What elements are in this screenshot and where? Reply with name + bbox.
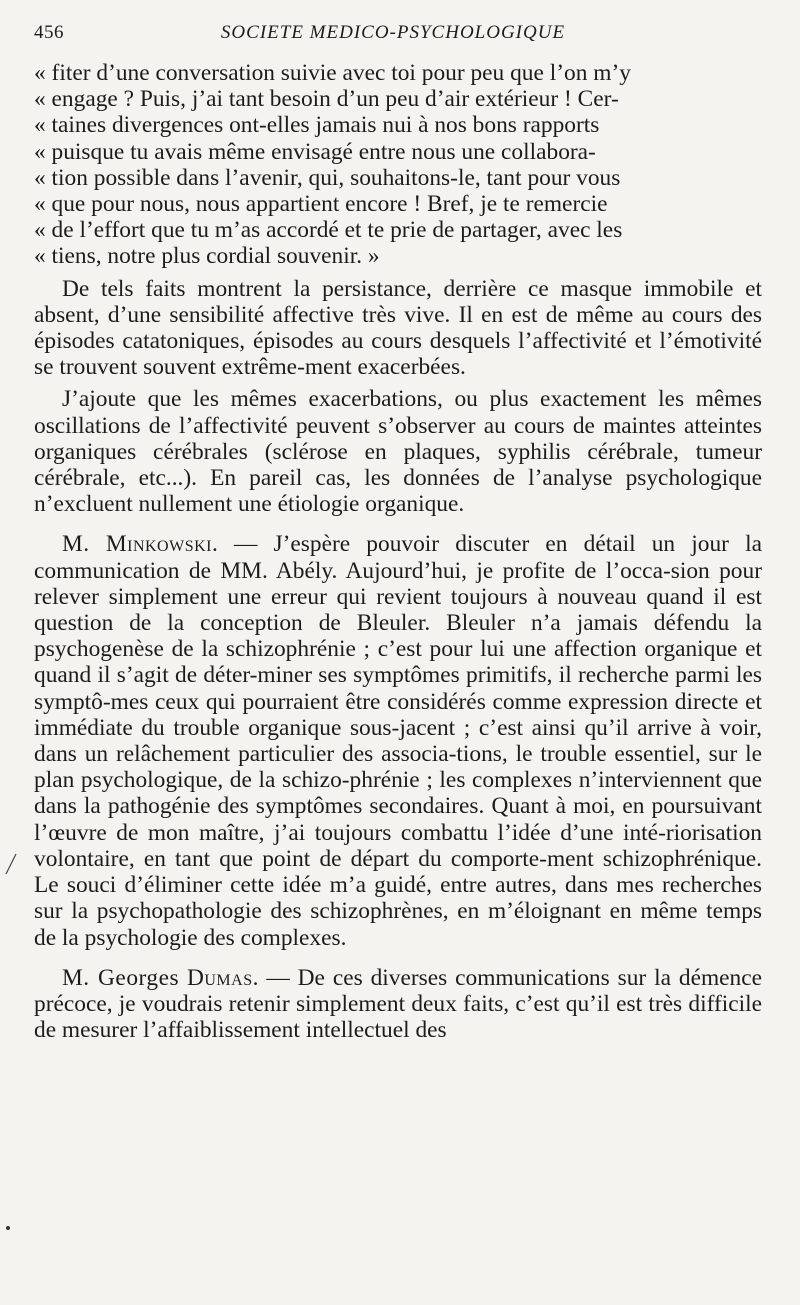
quote-line: « que pour nous, nous appartient encore ! Bref, je te remercie bbox=[34, 191, 608, 218]
speaker-dash: . — bbox=[252, 964, 290, 991]
paragraph-exacerbations: J’ajoute que les mêmes exacerbations, ou plus exactement les mêmes oscillations de l’affectivité peuvent s’observer au cours de maintes atteintes organiques cérébrales (sclérose en plaques, syphilis cérébrale, tumeur cérébrale, etc...). En pareil cas, les données de l’analyse psychologique n’excluent nullement une étiologie organique. bbox=[34, 386, 762, 518]
minkowski-intervention bbox=[34, 531, 762, 950]
speaker-title: M. Georges bbox=[62, 964, 180, 991]
margin-dot-mark bbox=[6, 1226, 10, 1230]
letter-quote bbox=[34, 60, 762, 270]
quote-line: « de l’effort que tu m’as accordé et te prie de partager, avec les bbox=[34, 217, 623, 244]
page-number: 456 bbox=[34, 22, 64, 43]
speaker-title: M. bbox=[62, 531, 90, 558]
quote-line: « engage ? Puis, j’ai tant besoin d’un peu d’air extérieur ! Cer- bbox=[34, 86, 619, 113]
intervention-text: De ces diverses communications sur la démence précoce, je voudrais retenir simplement deux faits, c’est qu’il est très difficile de mesurer l’affaiblissement intellectuel des bbox=[34, 964, 762, 1044]
quote-line: « taines divergences ont-elles jamais nui à nos bons rapports bbox=[34, 112, 600, 139]
quote-line: « tion possible dans l’avenir, qui, souhaitons-le, tant pour vous bbox=[34, 164, 621, 191]
quote-line: « tiens, notre plus cordial souvenir. » bbox=[34, 243, 380, 270]
speaker-dash: . — bbox=[212, 531, 258, 558]
page-body bbox=[34, 60, 762, 1043]
paragraph-persistance: De tels faits montrent la persistance, derrière ce masque immobile et absent, d’une sensibilité affective très vive. Il en est de même au cours des épisodes catatoniques, épisodes au cours desquels l’affectivité et l’émotivité se trouvent souvent extrême-ment exacerbées. bbox=[34, 275, 762, 381]
speaker-name: Minkowski bbox=[105, 531, 212, 558]
running-head: SOCIETE MEDICO-PSYCHOLOGIQUE bbox=[220, 22, 566, 43]
speaker-name: Dumas bbox=[186, 964, 253, 991]
intervention-text: J’espère pouvoir discuter en détail un jour la communication de MM. Abély. Aujourd’hui, je profite de l’occa-sion pour relever simplement une erreur qui revient toujours à nouveau quand il est question de la conception de Bleuler. Bleuler n’a jamais défendu la psychogenèse de la schizophrénie ; c’est pour lui une affection organique et quand il s’agit de déter-miner ses symptômes primitifs, il recherche parmi les symptô-mes ceux qui pourraient être considérés comme expression directe et immédiate du trouble organique sous-jacent ; c’est ainsi qu’il arrive à voir, dans un relâchement particulier des associa-tions, le trouble essentiel, sur le plan psychologique, de la schizo-phrénie ; les complexes n’interviennent que dans la pathogénie des symptômes secondaires. Quant à moi, en poursuivant l’œuvre de mon maître, j’ai toujours combattu l’idée d’une inté-riorisation volontaire, en tant que point de départ du comporte-ment schizophrénique. Le souci d’éliminer cette idée m’a guidé, entre autres, dans mes recherches sur la psychopathologie des schizophrènes, en m’éloignant en même temps de la psychologie des complexes. bbox=[34, 531, 762, 951]
quote-line: « fiter d’une conversation suivie avec toi pour peu que l’on m’y bbox=[34, 60, 631, 86]
quote-line: « puisque tu avais même envisagé entre nous une collabora- bbox=[34, 138, 596, 165]
dumas-intervention bbox=[34, 965, 762, 1044]
margin-pencil-mark bbox=[4, 852, 18, 876]
page-header bbox=[34, 22, 762, 56]
